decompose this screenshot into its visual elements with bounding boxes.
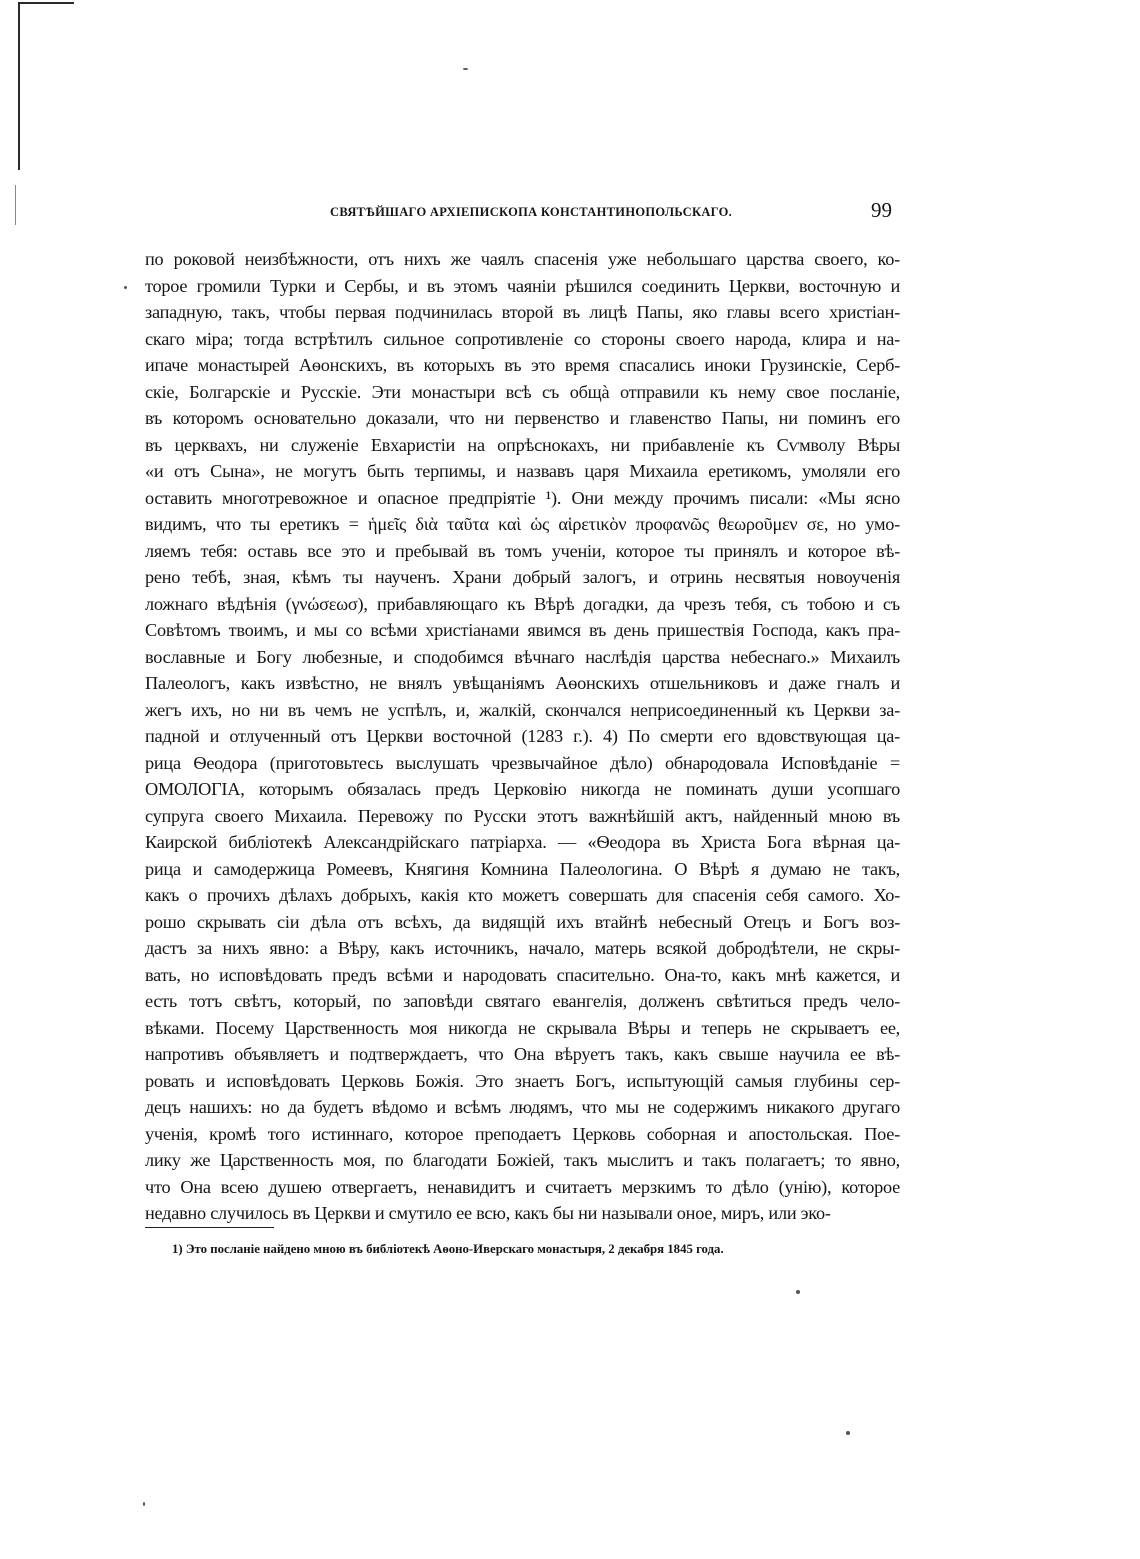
- body-line: по роковой неизбѣжности, отъ нихъ же чаялъ спасенія уже небольшаго царства своего, ко-: [145, 249, 900, 269]
- body-line: падной и отлученный отъ Церкви восточной (1283 г.). 4) По смерти его вдовствующая ца-: [145, 726, 900, 746]
- body-line: Палеологъ, какъ извѣстно, не внялъ увѣщаніямъ Аѳонскихъ отшельниковъ и даже гналъ и: [145, 673, 900, 693]
- scan-speck: [846, 1431, 850, 1435]
- body-line: рено тебѣ, зная, кѣмъ ты наученъ. Храни добрый залогъ, и отринь несвятыя новоученія: [145, 567, 900, 587]
- body-line: ипаче монастырей Аѳонскихъ, въ которыхъ въ это время спасались иноки Грузинскіе, Серб-: [145, 355, 900, 375]
- footnote-rule: [145, 1227, 274, 1228]
- body-text: [145, 246, 900, 1227]
- body-line: что Она всею душею отвергаетъ, ненавидитъ и считаетъ мерзкимъ то дѣло (унію), которое: [145, 1176, 900, 1197]
- body-line: ученія, кромѣ того истиннаго, которое преподаетъ Церковь соборная и апостольская. Пое-: [145, 1123, 900, 1144]
- body-line: есть тотъ свѣтъ, который, по заповѣди святаго евангелія, долженъ свѣтиться предъ чело-: [145, 991, 900, 1011]
- body-line: вославные и Богу любезные, и сподобимся вѣчнаго наслѣдія царства небеснаго.» Михаилъ: [145, 646, 900, 667]
- page-number: 99: [871, 198, 892, 222]
- body-line: вѣками. Посему Царственность моя никогда не скрывала Вѣры и теперь не скрываетъ ее,: [145, 1017, 900, 1038]
- scan-speck: [143, 1502, 145, 1506]
- body-line: скаго міра; тогда встрѣтилъ сильное сопротивленіе со стороны своего народа, клира и на-: [145, 328, 900, 349]
- body-line: жегъ ихъ, но ни въ чемъ не успѣлъ, и, жалкій, скончался неприсоединенный къ Церкви за-: [145, 699, 900, 720]
- body-line: недавно случилось въ Церкви и смутило ее всю, какъ бы ни называли оное, миръ, или эко-: [145, 1203, 831, 1223]
- body-line: «и отъ Сына», не могутъ быть терпимы, и назвавъ царя Михаила еретикомъ, умоляли его: [145, 461, 900, 481]
- body-line: лику же Царственность моя, по благодати Божіей, такъ мыслитъ и такъ полагаетъ; то явно,: [145, 1150, 900, 1170]
- body-line: ложнаго вѣдѣнія (γνώσεωσ), прибавляющаго къ Вѣрѣ догадки, да чрезъ тебя, съ тобою и съ: [145, 593, 900, 614]
- body-line: западную, такъ, чтобы первая подчинилась второй въ лицѣ Папы, яко главы всего христіан-: [145, 302, 900, 322]
- body-line: Каирской библіотекѣ Александрійскаго патріарха. — «Ѳеодора въ Христа Бога вѣрная ца-: [145, 832, 900, 852]
- footnote: 1) Это посланіе найдено мною въ библіотекѣ Аѳоно-Иверскаго монастыря, 2 декабря 1845 года.: [172, 1242, 724, 1256]
- scan-speck: [463, 68, 468, 70]
- body-line: вать, но исповѣдовать предъ всѣми и народовать спасительно. Она-то, какъ мнѣ кажется, и: [145, 964, 900, 985]
- body-line: видимъ, что ты еретикъ = ἡμεῖς διὰ ταῦτα καὶ ὡς αἱρετικὸν προφανῶς θεωροῦμεν σε, но умо-: [145, 514, 900, 534]
- body-line: Совѣтомъ твоимъ, и мы со всѣми христіанами явимся въ день пришествія Господа, какъ пра-: [145, 620, 900, 640]
- body-line: скіе, Болгарскіе и Русскіе. Эти монастыри всѣ съ общà отправили къ нему свое посланіе,: [145, 381, 900, 402]
- body-line: въ церквахъ, ни служеніе Евхаристіи на опрѣснокахъ, ни прибавленіе къ Сѵмволу Вѣры: [145, 434, 900, 455]
- body-line: оставить многотревожное и опасное предпріятіе ¹). Они между прочимъ писали: «Мы ясно: [145, 487, 900, 508]
- body-line: торое громили Турки и Сербы, и въ этомъ чаяніи рѣшился соединить Церкви, восточную и: [145, 275, 900, 296]
- body-line: рица и самодержица Ромеевъ, Княгиня Комнина Палеологина. О Вѣрѣ я думаю не такъ,: [145, 858, 900, 879]
- body-line: ровать и исповѣдовать Церковь Божія. Это знаетъ Богъ, испытующій самыя глубины сер-: [145, 1070, 900, 1091]
- body-line: дастъ за нихъ явно: а Вѣру, какъ источникъ, начало, матерь всякой добродѣтели, не скры-: [145, 938, 900, 958]
- body-line: какъ о прочихъ дѣлахъ добрыхъ, какія кто можетъ совершать для спасенія себя самого. Хо-: [145, 885, 900, 905]
- body-line: въ которомъ основательно доказали, что ни первенство и главенство Папы, ни поминъ его: [145, 408, 900, 428]
- body-line: напротивъ объявляетъ и подтверждаетъ, что Она вѣруетъ такъ, какъ свыше научила ее вѣ-: [145, 1044, 900, 1064]
- body-line: децъ нашихъ: но да будетъ вѣдомо и всѣмъ людямъ, что мы не содержимъ никакого другаго: [145, 1097, 900, 1117]
- body-line: рошо скрывать сіи дѣла отъ всѣхъ, да видящій ихъ втайнѣ небесный Отецъ и Богъ воз-: [145, 911, 900, 932]
- body-line: ОМОЛОГІА, которымъ обязалась предъ Церковію никогда не поминать души усопшаго: [145, 779, 900, 799]
- body-line: рица Ѳеодора (приготовьтесь выслушать чрезвычайное дѣло) обнародовала Исповѣданіе =: [145, 752, 900, 773]
- running-head: СВЯТѢЙШАГО АРХІЕПИСКОПА КОНСТАНТИНОПОЛЬСКАГО.: [330, 205, 733, 219]
- scan-speck: [124, 286, 127, 289]
- body-line: супруга своего Михаила. Перевожу по Русски этотъ важнѣйшій актъ, найденный мною въ: [145, 805, 900, 826]
- body-line: ляемъ тебя: оставь все это и пребывай въ томъ ученіи, которое ты принялъ и которое вѣ-: [145, 540, 900, 561]
- scan-speck: [796, 1290, 800, 1294]
